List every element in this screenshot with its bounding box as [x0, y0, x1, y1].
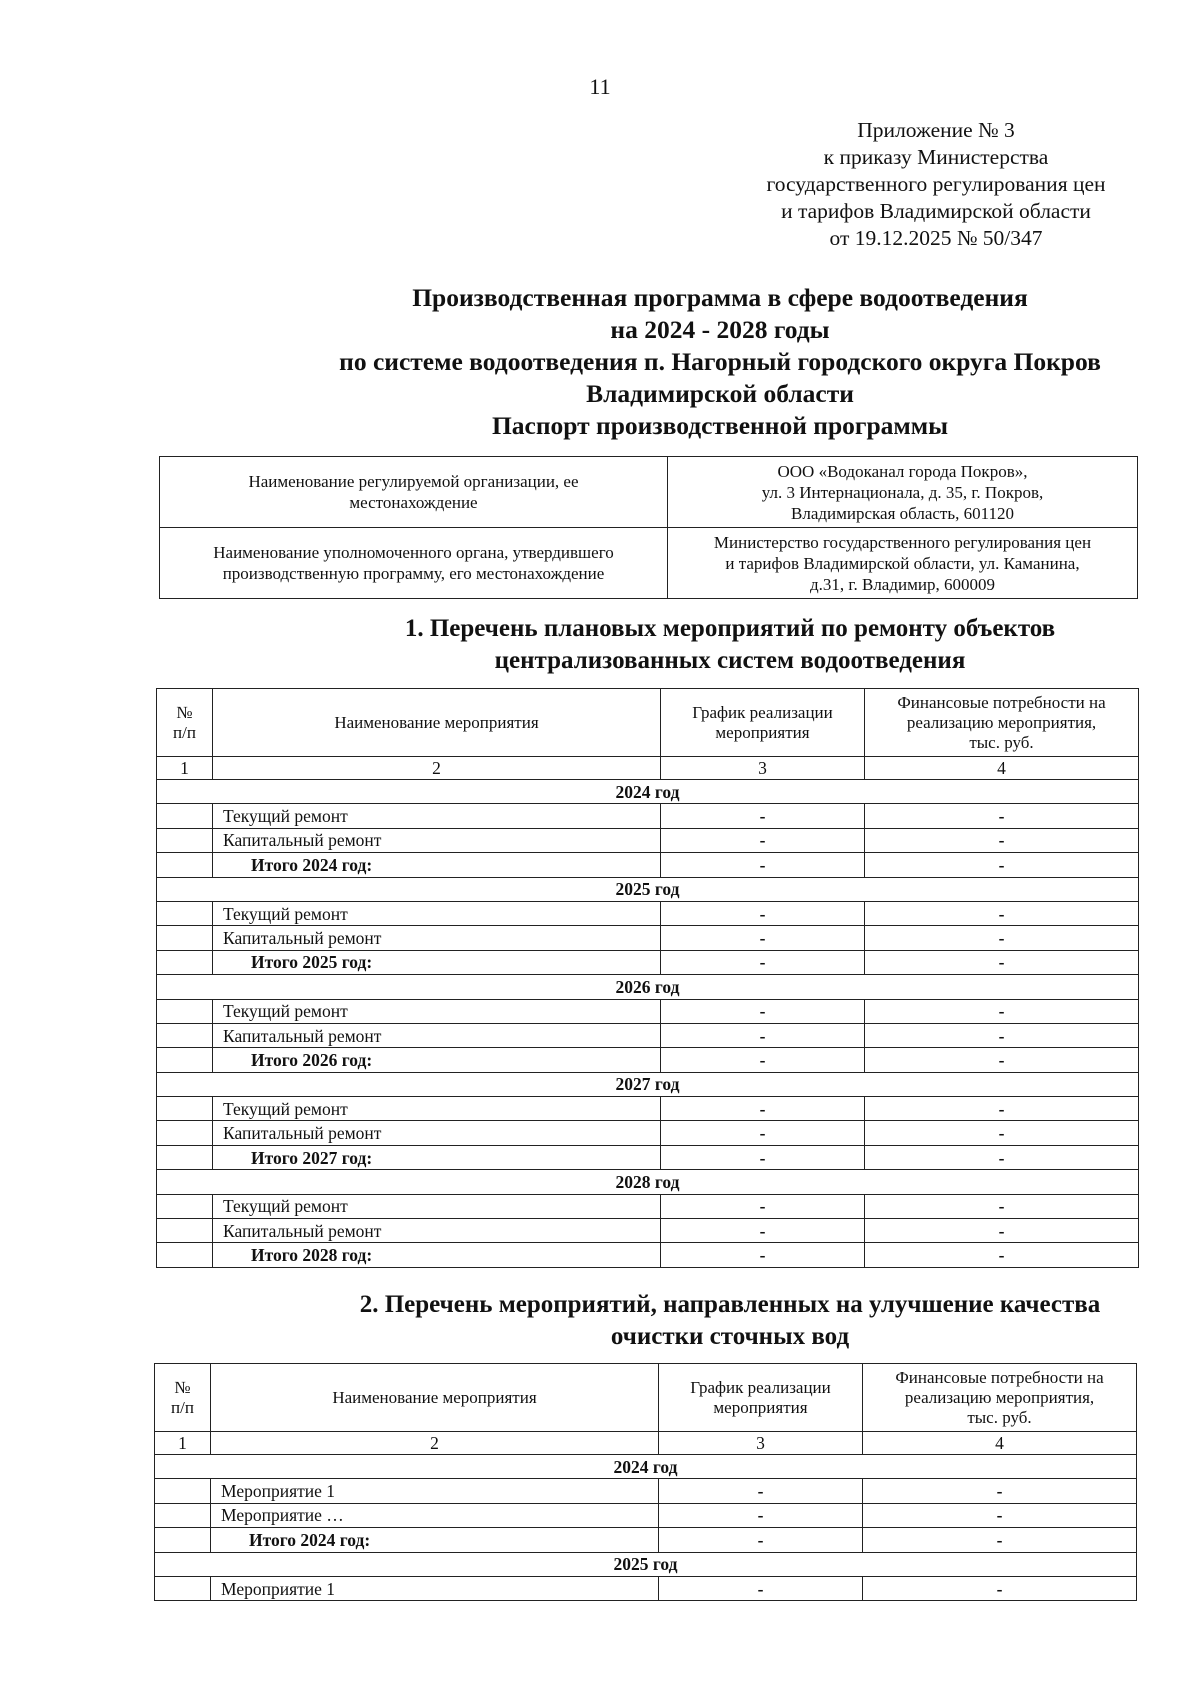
- column-header-line: Финансовые потребности на: [897, 692, 1106, 712]
- measure-name: Текущий ремонт: [213, 999, 661, 1023]
- finance-cell: -: [863, 1503, 1137, 1527]
- row-number: [155, 1528, 211, 1552]
- schedule-cell: -: [661, 853, 865, 877]
- year-row: [155, 1552, 1137, 1576]
- row-number: [155, 1503, 211, 1527]
- year-row: [157, 877, 1139, 901]
- schedule-cell: -: [661, 901, 865, 925]
- title-line: на 2024 - 2028 годы: [610, 315, 830, 344]
- total-row: [157, 853, 1139, 877]
- document-title: [200, 282, 1200, 442]
- measure-name: Капитальный ремонт: [213, 828, 661, 852]
- year-label: 2025 год: [155, 1552, 1137, 1576]
- row-number: [157, 1121, 213, 1145]
- passport-label: [160, 528, 668, 599]
- schedule-cell: -: [661, 1219, 865, 1243]
- column-number-row: [155, 1432, 1137, 1455]
- column-header: [213, 689, 661, 757]
- row-number: [155, 1576, 211, 1600]
- passport-value-line: ул. 3 Интернационала, д. 35, г. Покров,: [761, 482, 1044, 502]
- page-number: 11: [589, 74, 611, 99]
- schedule-cell: -: [659, 1528, 863, 1552]
- column-header-line: мероприятия: [713, 1397, 808, 1417]
- appendix-line: к приказу Министерства: [823, 145, 1049, 169]
- row-number: [157, 1219, 213, 1243]
- total-row: [157, 1145, 1139, 1169]
- section-title-line: централизованных систем водоотведения: [494, 647, 966, 674]
- finance-cell: -: [863, 1528, 1137, 1552]
- passport-row: [160, 457, 1138, 528]
- row-number: [157, 926, 213, 950]
- row-number: [157, 901, 213, 925]
- appendix-line: и тарифов Владимирской области: [781, 199, 1091, 223]
- schedule-cell: -: [661, 1145, 865, 1169]
- column-header-line: реализацию мероприятия,: [904, 1387, 1095, 1407]
- passport-label-line: местонахождение: [349, 493, 478, 512]
- table-row: [157, 901, 1139, 925]
- year-label: 2027 год: [157, 1072, 1139, 1096]
- finance-cell: -: [865, 999, 1139, 1023]
- finance-cell: -: [865, 1243, 1139, 1267]
- appendix-header: [736, 117, 1136, 252]
- measure-name: Капитальный ремонт: [213, 1023, 661, 1047]
- column-number: 2: [211, 1432, 659, 1455]
- schedule-cell: -: [659, 1479, 863, 1503]
- finance-cell: -: [865, 1145, 1139, 1169]
- schedule-cell: -: [659, 1576, 863, 1600]
- measure-name: Капитальный ремонт: [213, 1121, 661, 1145]
- year-label: 2024 год: [155, 1455, 1137, 1479]
- year-label: 2028 год: [157, 1170, 1139, 1194]
- passport-value-line: д.31, г. Владимир, 600009: [810, 574, 995, 594]
- measure-name: Капитальный ремонт: [213, 1219, 661, 1243]
- total-row: [157, 950, 1139, 974]
- row-number: [157, 1023, 213, 1047]
- row-number: [157, 950, 213, 974]
- measure-name: Мероприятие …: [211, 1503, 659, 1527]
- total-label: Итого 2024 год:: [213, 853, 661, 877]
- passport-value-line: и тарифов Владимирской области, ул. Каманина,: [725, 553, 1080, 573]
- total-label: Итого 2028 год:: [213, 1243, 661, 1267]
- measure-name: Текущий ремонт: [213, 1194, 661, 1218]
- column-number: 4: [863, 1432, 1137, 1455]
- finance-cell: -: [865, 1219, 1139, 1243]
- finance-cell: -: [865, 1097, 1139, 1121]
- passport-label-line: Наименование уполномоченного органа, утвердившего: [213, 543, 614, 562]
- total-row: [157, 1048, 1139, 1072]
- column-header-line: №: [174, 1377, 191, 1397]
- schedule-cell: -: [661, 926, 865, 950]
- year-row: [157, 1072, 1139, 1096]
- measure-name: Текущий ремонт: [213, 1097, 661, 1121]
- schedule-cell: -: [661, 950, 865, 974]
- row-number: [157, 804, 213, 828]
- schedule-cell: -: [661, 1048, 865, 1072]
- row-number: [157, 1194, 213, 1218]
- column-header: [863, 1364, 1137, 1432]
- measure-name: Капитальный ремонт: [213, 926, 661, 950]
- row-number: [157, 1048, 213, 1072]
- year-row: [157, 780, 1139, 804]
- title-line: Производственная программа в сфере водоотведения: [412, 283, 1028, 312]
- year-row: [155, 1455, 1137, 1479]
- section-1-title: [230, 613, 1200, 677]
- column-header-line: тыс. руб.: [967, 1407, 1032, 1427]
- row-number: [157, 828, 213, 852]
- year-row: [157, 1170, 1139, 1194]
- schedule-cell: -: [661, 804, 865, 828]
- section-title-line: очистки сточных вод: [610, 1323, 850, 1350]
- passport-label-line: производственную программу, его местонахождение: [222, 564, 605, 583]
- table-row: [157, 828, 1139, 852]
- finance-cell: -: [865, 804, 1139, 828]
- column-header: [155, 1364, 211, 1432]
- column-header-line: Наименование мероприятия: [332, 1387, 537, 1407]
- header-row: [157, 689, 1139, 757]
- column-header-line: График реализации: [690, 1377, 831, 1397]
- table-row: [157, 1023, 1139, 1047]
- schedule-cell: -: [659, 1503, 863, 1527]
- column-header: [865, 689, 1139, 757]
- finance-cell: -: [865, 828, 1139, 852]
- schedule-cell: -: [661, 999, 865, 1023]
- column-header-line: График реализации: [692, 702, 833, 722]
- schedule-cell: -: [661, 1097, 865, 1121]
- section-title-line: 1. Перечень плановых мероприятий по ремонту объектов: [404, 615, 1056, 642]
- column-number: 1: [157, 757, 213, 780]
- finance-cell: -: [865, 926, 1139, 950]
- total-label: Итого 2024 год:: [211, 1528, 659, 1552]
- appendix-line: государственного регулирования цен: [766, 172, 1106, 196]
- row-number: [157, 1097, 213, 1121]
- table-row: [157, 1194, 1139, 1218]
- table-row: [157, 1097, 1139, 1121]
- table-row: [157, 1121, 1139, 1145]
- finance-cell: -: [863, 1479, 1137, 1503]
- water-treatment-measures-table: [154, 1363, 1137, 1601]
- total-label: Итого 2027 год:: [213, 1145, 661, 1169]
- passport-value-line: Министерство государственного регулирования цен: [713, 532, 1092, 552]
- total-row: [157, 1243, 1139, 1267]
- table-row: [155, 1576, 1137, 1600]
- title-line: Паспорт производственной программы: [491, 411, 949, 440]
- table-row: [157, 999, 1139, 1023]
- measure-name: Текущий ремонт: [213, 804, 661, 828]
- schedule-cell: -: [661, 1023, 865, 1047]
- column-number: 3: [659, 1432, 863, 1455]
- schedule-cell: -: [661, 1121, 865, 1145]
- finance-cell: -: [865, 1048, 1139, 1072]
- row-number: [157, 999, 213, 1023]
- appendix-line: от 19.12.2025 № 50/347: [829, 226, 1043, 250]
- total-label: Итого 2025 год:: [213, 950, 661, 974]
- column-header-line: Наименование мероприятия: [334, 712, 539, 732]
- schedule-cell: -: [661, 1243, 865, 1267]
- schedule-cell: -: [661, 828, 865, 852]
- table-row: [157, 1219, 1139, 1243]
- column-header-line: п/п: [171, 1397, 194, 1417]
- measure-name: Текущий ремонт: [213, 901, 661, 925]
- passport-value: [668, 528, 1138, 599]
- column-header-line: Финансовые потребности на: [895, 1367, 1104, 1387]
- row-number: [157, 1145, 213, 1169]
- finance-cell: -: [865, 1023, 1139, 1047]
- year-row: [157, 975, 1139, 999]
- column-number: 3: [661, 757, 865, 780]
- column-number: 2: [213, 757, 661, 780]
- table-row: [157, 804, 1139, 828]
- passport-label-line: Наименование регулируемой организации, ее: [248, 472, 579, 491]
- table-row: [155, 1479, 1137, 1503]
- row-number: [155, 1479, 211, 1503]
- title-line: по системе водоотведения п. Нагорный городского округа Покров: [339, 347, 1101, 376]
- passport-label: [160, 457, 668, 528]
- column-header: [659, 1364, 863, 1432]
- row-number: [157, 853, 213, 877]
- repair-measures-table: [156, 688, 1139, 1268]
- passport-row: [160, 528, 1138, 599]
- finance-cell: -: [865, 1194, 1139, 1218]
- finance-cell: -: [865, 853, 1139, 877]
- schedule-cell: -: [661, 1194, 865, 1218]
- table-row: [157, 926, 1139, 950]
- passport-value-line: Владимирская область, 601120: [791, 503, 1014, 523]
- column-header: [661, 689, 865, 757]
- column-header: [157, 689, 213, 757]
- appendix-line: Приложение № 3: [857, 118, 1015, 142]
- finance-cell: -: [865, 901, 1139, 925]
- section-title-line: 2. Перечень мероприятий, направленных на улучшение качества: [359, 1291, 1101, 1318]
- column-number: 4: [865, 757, 1139, 780]
- column-header: [211, 1364, 659, 1432]
- column-header-line: реализацию мероприятия,: [906, 712, 1097, 732]
- passport-value: [668, 457, 1138, 528]
- column-header-line: мероприятия: [715, 722, 810, 742]
- passport-table: [159, 456, 1138, 599]
- title-line: Владимирской области: [586, 379, 854, 408]
- finance-cell: -: [865, 1121, 1139, 1145]
- row-number: [157, 1243, 213, 1267]
- column-number-row: [157, 757, 1139, 780]
- table-row: [155, 1503, 1137, 1527]
- finance-cell: -: [863, 1576, 1137, 1600]
- column-header-line: п/п: [173, 722, 196, 742]
- column-header-line: тыс. руб.: [969, 732, 1034, 752]
- measure-name: Мероприятие 1: [211, 1576, 659, 1600]
- header-row: [155, 1364, 1137, 1432]
- measure-name: Мероприятие 1: [211, 1479, 659, 1503]
- year-label: 2026 год: [157, 975, 1139, 999]
- passport-value-line: ООО «Водоканал города Покров»,: [777, 461, 1028, 481]
- year-label: 2025 год: [157, 877, 1139, 901]
- year-label: 2024 год: [157, 780, 1139, 804]
- finance-cell: -: [865, 950, 1139, 974]
- column-header-line: №: [176, 702, 193, 722]
- total-label: Итого 2026 год:: [213, 1048, 661, 1072]
- section-2-title: [230, 1289, 1200, 1353]
- total-row: [155, 1528, 1137, 1552]
- column-number: 1: [155, 1432, 211, 1455]
